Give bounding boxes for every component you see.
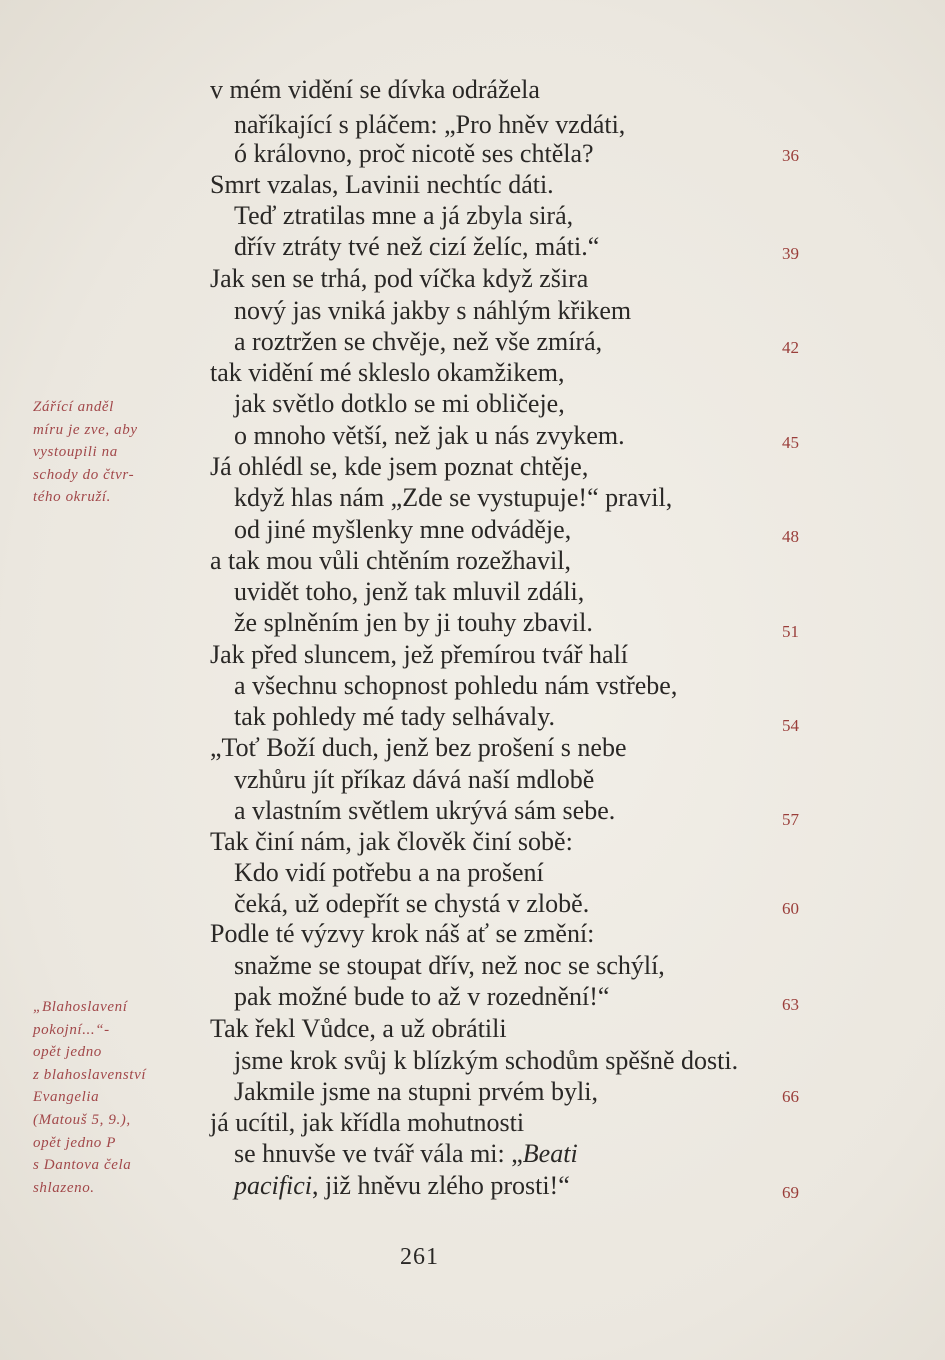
verse-italic-text: pacifici <box>234 1171 312 1200</box>
verse-text: jak světlo dotklo se mi obličeje, <box>234 389 565 418</box>
verse-line <box>234 421 625 451</box>
line-number: 36 <box>782 146 799 165</box>
line-number: 63 <box>782 995 799 1014</box>
gloss-line: s Dantova čela <box>33 1157 132 1174</box>
verse-text: dřív ztráty tvé než cizí želíc, máti.“ <box>234 232 600 261</box>
verse-text: čeká, už odepřít se chystá v zlobě. <box>234 889 590 918</box>
verse-text: Podle té výzvy krok náš ať se změní: <box>210 919 595 948</box>
verse-text: a vlastním světlem ukrývá sám sebe. <box>234 796 616 825</box>
verse-line <box>234 1077 598 1107</box>
verse-line <box>234 702 555 732</box>
verse-line <box>234 232 599 262</box>
verse-line <box>210 75 540 105</box>
verse-line <box>234 951 665 981</box>
verse-line <box>234 1139 578 1169</box>
verse-line <box>234 139 594 169</box>
verse-line <box>234 110 625 140</box>
gloss-line: schody do čtvr- <box>33 466 135 483</box>
verse-line <box>210 452 588 482</box>
verse-text: o mnoho větší, než jak u nás zvykem. <box>234 421 625 450</box>
verse-text: , již hněvu zlého prosti!“ <box>311 1171 570 1200</box>
verse-text: nový jas vniká jakby s náhlým křikem <box>234 296 632 325</box>
verse-line <box>234 515 571 545</box>
verse-line <box>234 1171 570 1201</box>
verse-line <box>210 546 571 576</box>
verse-line <box>210 919 594 949</box>
gloss-line: shlazeno. <box>33 1179 95 1196</box>
verse-line <box>210 733 626 763</box>
verse-line <box>210 1014 507 1044</box>
gloss-line: Zářící anděl <box>33 399 114 415</box>
verse-line <box>234 889 589 919</box>
verse-line <box>234 982 609 1012</box>
verse-line <box>234 858 544 888</box>
verse-text: jsme krok svůj k blízkým schodům spěšně dosti. <box>234 1046 739 1075</box>
verse-text: a roztržen se chvěje, než vše zmírá, <box>234 327 603 356</box>
line-number: 42 <box>782 338 799 357</box>
verse-text: Tak řekl Vůdce, a už obrátili <box>210 1014 507 1043</box>
line-number: 48 <box>782 527 799 546</box>
verse-text: Jak před sluncem, jež přemírou tvář halí <box>210 640 629 669</box>
verse-text: snažme se stoupat dřív, než noc se schýlí, <box>234 951 665 980</box>
verse-text: Jak sen se trhá, pod víčka když zšira <box>210 264 589 293</box>
line-number: 66 <box>782 1087 799 1106</box>
verse-line <box>234 296 631 326</box>
verse-text: „Toť Boží duch, jenž bez prošení s nebe <box>210 733 627 762</box>
verse-line <box>234 577 584 607</box>
verse-line <box>210 640 628 670</box>
verse-line <box>210 1108 524 1138</box>
verse-italic-text: Beati <box>522 1139 578 1168</box>
verse-line <box>210 358 565 388</box>
verse-text: Já ohlédl se, kde jsem poznat chtěje, <box>210 452 589 481</box>
gloss-line: pokojní...“- <box>33 1021 110 1038</box>
verse-text: naříkající s pláčem: „Pro hněv vzdáti, <box>234 110 626 139</box>
line-number: 39 <box>782 244 799 263</box>
line-number: 45 <box>782 433 799 452</box>
gloss-line: „Blahoslavení <box>33 999 128 1015</box>
verse-text: se hnuvše ve tvář vála mi: „ <box>234 1139 523 1168</box>
verse-text: a tak mou vůli chtěním rozežhavil, <box>210 546 571 575</box>
verse-text: vzhůru jít příkaz dává naší mdlobě <box>234 765 595 794</box>
verse-line <box>234 796 615 826</box>
verse-text: od jiné myšlenky mne odváděje, <box>234 515 572 544</box>
verse-text: Smrt vzalas, Lavinii nechtíc dáti. <box>210 170 554 199</box>
gloss-line: míru je zve, aby <box>33 421 138 438</box>
verse-text: uvidět toho, jenž tak mluvil zdáli, <box>234 577 585 606</box>
page-number: 261 <box>400 1244 439 1270</box>
verse-text: když hlas nám „Zde se vystupuje!“ pravil, <box>234 483 673 512</box>
verse-text: a všechnu schopnost pohledu nám vstřebe, <box>234 671 678 700</box>
line-number: 57 <box>782 810 799 829</box>
verse-text: já ucítil, jak křídla mohutnosti <box>210 1108 525 1137</box>
verse-line <box>234 1046 738 1076</box>
verse-line <box>234 671 677 701</box>
margin-gloss <box>33 996 146 1199</box>
verse-line <box>234 608 593 638</box>
line-number: 60 <box>782 899 799 918</box>
verse-line <box>234 201 573 231</box>
verse-line <box>234 483 672 513</box>
line-number: 51 <box>782 622 799 641</box>
verse-line <box>234 765 594 795</box>
verse-text: Kdo vidí potřebu a na prošení <box>234 858 544 887</box>
verse-text: tak vidění mé skleslo okamžikem, <box>210 358 565 387</box>
verse-line <box>210 827 573 857</box>
verse-text: tak pohledy mé tady selhávaly. <box>234 702 556 731</box>
line-number: 69 <box>782 1183 799 1202</box>
verse-line <box>210 264 588 294</box>
verse-text: Teď ztratilas mne a já zbyla sirá, <box>234 201 574 230</box>
margin-gloss <box>33 396 138 509</box>
gloss-line: (Matouš 5, 9.), <box>33 1111 131 1128</box>
verse-line <box>210 170 554 200</box>
verse-text: Jakmile jsme na stupni prvém byli, <box>234 1077 598 1106</box>
verse-text: pak možné bude to až v rozednění!“ <box>234 982 610 1011</box>
line-number: 54 <box>782 716 799 735</box>
gloss-line: Evangelia <box>33 1089 100 1106</box>
verse-line <box>234 389 565 419</box>
gloss-line: vystoupili na <box>33 444 118 461</box>
verse-text: v mém vidění se dívka odrážela <box>210 75 540 104</box>
gloss-line: z blahoslavenství <box>33 1066 147 1083</box>
verse-text: že splněním jen by ji touhy zbavil. <box>234 608 593 637</box>
verse-line <box>234 327 602 357</box>
gloss-line: tého okruží. <box>33 489 112 506</box>
gloss-line: opět jedno <box>33 1044 102 1061</box>
gloss-line: opět jedno P <box>33 1134 117 1151</box>
verse-text: ó královno, proč nicotě ses chtěla? <box>234 139 594 168</box>
verse-text: Tak činí nám, jak člověk činí sobě: <box>210 827 573 856</box>
